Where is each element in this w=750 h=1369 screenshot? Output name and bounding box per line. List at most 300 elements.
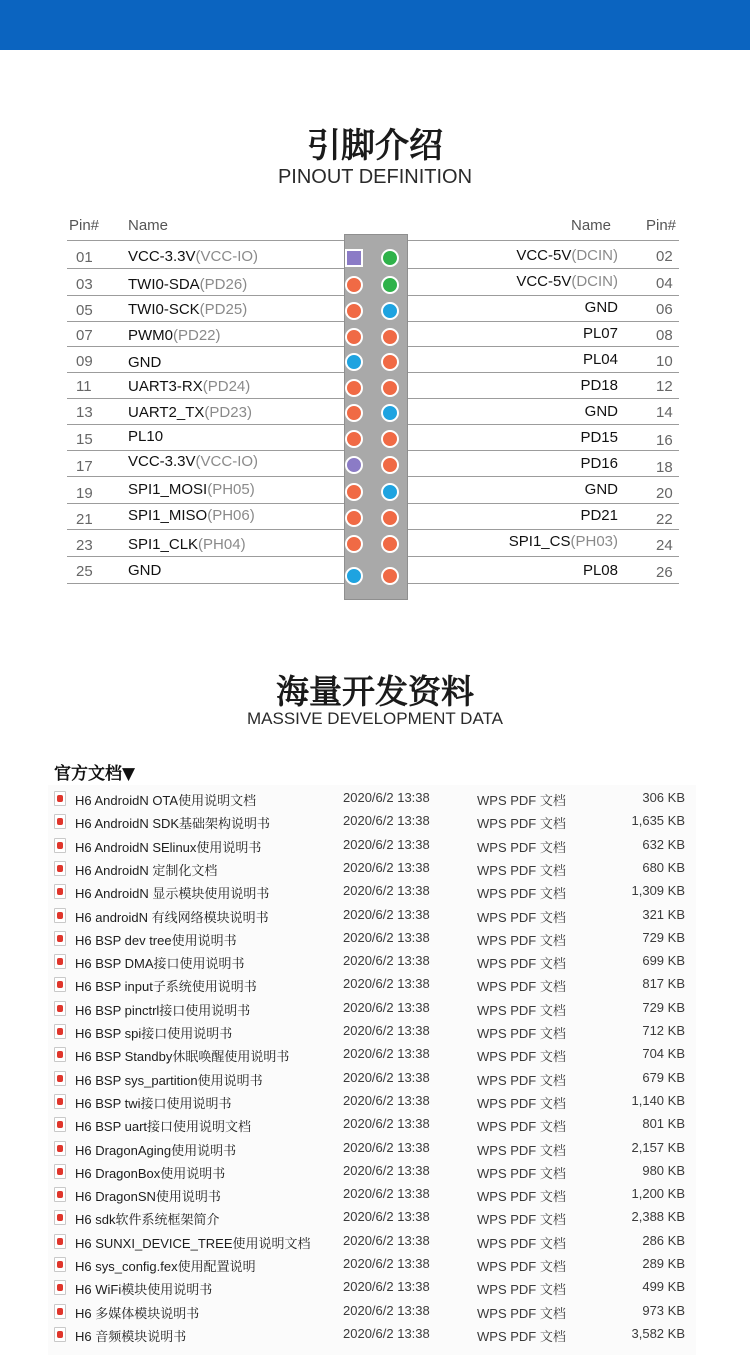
file-type: WPS PDF 文档 [477, 979, 566, 995]
pin-alt-function: (PD23) [204, 404, 252, 421]
pdf-file-icon [54, 977, 66, 992]
file-name: H6 sdk软件系统框架简介 [75, 1212, 220, 1228]
file-name: H6 AndroidN SElinux使用说明书 [75, 839, 262, 855]
row-divider-left [67, 268, 344, 269]
row-divider-right [408, 268, 679, 269]
file-date: 2020/6/2 13:38 [343, 953, 430, 969]
pin-function: VCC-5V [516, 247, 572, 264]
file-name: H6 androidN 有线网络模块说明书 [75, 909, 269, 925]
row-divider-right [408, 450, 679, 451]
file-name: H6 SUNXI_DEVICE_TREE使用说明文档 [75, 1235, 311, 1251]
file-date: 2020/6/2 13:38 [343, 1046, 430, 1062]
pin-blue [381, 483, 399, 501]
pin-alt-function: (PH03) [570, 533, 618, 550]
pin-name-right [585, 481, 618, 499]
pdf-file-icon [54, 1001, 66, 1016]
file-list [48, 785, 696, 1355]
pin-name-right [580, 377, 618, 395]
pin-name-left [128, 507, 255, 525]
row-divider-right [408, 398, 679, 399]
row-divider-right [408, 583, 679, 584]
file-date: 2020/6/2 13:38 [343, 1139, 430, 1155]
pin-number-left: 15 [76, 431, 93, 448]
row-divider-right [408, 372, 679, 373]
pin-blue [381, 302, 399, 320]
pin-name-left [128, 404, 252, 422]
row-divider-left [67, 476, 344, 477]
pin-number-right: 24 [656, 537, 673, 554]
file-size: 321 KB [642, 906, 685, 922]
pin-number-right: 04 [656, 275, 673, 292]
pin-number-right: 02 [656, 248, 673, 265]
pin-name-left [128, 354, 161, 372]
file-name: H6 AndroidN 显示模块使用说明书 [75, 886, 270, 902]
file-row[interactable] [48, 810, 696, 833]
file-row[interactable] [48, 1067, 696, 1090]
row-divider-right [408, 295, 679, 296]
file-row[interactable] [48, 904, 696, 927]
pin-orange [345, 379, 363, 397]
row-divider-left [67, 529, 344, 530]
file-size: 817 KB [642, 976, 685, 992]
file-size: 729 KB [642, 999, 685, 1015]
file-type: WPS PDF 文档 [477, 1119, 566, 1135]
file-type: WPS PDF 文档 [477, 1259, 566, 1274]
pin-function: SPI1_MISO [128, 507, 208, 524]
pin-function: GND [128, 562, 162, 579]
pin-number-left: 13 [76, 404, 93, 421]
row-divider-right [408, 529, 679, 530]
file-type: WPS PDF 文档 [477, 862, 566, 878]
row-divider-left [67, 346, 344, 347]
pin-alt-function: (DCIN) [571, 273, 618, 290]
file-name: H6 BSP DMA接口使用说明书 [75, 956, 245, 972]
pin-number-right: 16 [656, 432, 673, 449]
file-size: 499 KB [642, 1279, 685, 1295]
pdf-file-icon [54, 1327, 66, 1342]
file-size: 1,635 KB [631, 813, 685, 829]
pin-orange [381, 430, 399, 448]
file-size: 712 KB [642, 1023, 685, 1038]
file-date: 2020/6/2 13:38 [343, 1092, 430, 1108]
pin-number-right: 06 [656, 301, 673, 318]
file-row[interactable] [48, 1230, 696, 1253]
pdf-file-icon [54, 1117, 66, 1132]
file-size: 973 KB [642, 1302, 685, 1318]
file-date: 2020/6/2 13:38 [343, 836, 430, 852]
pdf-file-icon [54, 791, 66, 806]
file-row[interactable] [48, 1090, 696, 1113]
file-type: WPS PDF 文档 [477, 1282, 566, 1298]
pin-alt-function: (PH06) [207, 507, 255, 524]
pin-number-right: 14 [656, 404, 673, 421]
file-type: WPS PDF 文档 [477, 1189, 566, 1205]
pin-number-right: 18 [656, 459, 673, 476]
pin-number-left: 01 [76, 249, 93, 266]
file-name: H6 音频模块说明书 [75, 1328, 187, 1344]
file-size: 801 KB [642, 1116, 685, 1132]
pin-alt-function: (DCIN) [571, 247, 618, 264]
file-row[interactable] [48, 1113, 696, 1136]
pin-number-left: 21 [76, 511, 93, 528]
file-row[interactable] [48, 1323, 696, 1346]
file-size: 2,388 KB [631, 1209, 685, 1225]
file-size: 3,582 KB [631, 1325, 685, 1341]
pdf-file-icon [54, 884, 66, 899]
pdf-file-icon [54, 1071, 66, 1086]
file-date: 2020/6/2 13:38 [343, 929, 430, 945]
file-row[interactable] [48, 950, 696, 973]
file-name: H6 DragonBox使用说明书 [75, 1165, 226, 1181]
pin-orange [381, 328, 399, 346]
pdf-file-icon [54, 1304, 66, 1319]
pin-orange [381, 509, 399, 527]
row-divider-left [67, 240, 344, 241]
pdf-file-icon [54, 931, 66, 946]
pin-alt-function: (PD22) [173, 327, 221, 344]
pdf-file-icon [54, 1210, 66, 1225]
file-size: 729 KB [642, 929, 685, 945]
row-divider-left [67, 583, 344, 584]
pinout-subtitle: PINOUT DEFINITION [277, 166, 473, 188]
pin-name-left [128, 301, 247, 319]
file-date: 2020/6/2 13:38 [343, 1023, 430, 1038]
pdf-file-icon [54, 1187, 66, 1202]
file-name: H6 sys_config.fex使用配置说明 [75, 1259, 256, 1274]
pin-name-right [509, 533, 618, 551]
row-divider-right [408, 476, 679, 477]
pin-number-right: 08 [656, 327, 673, 344]
row-divider-left [67, 372, 344, 373]
pdf-file-icon [54, 1141, 66, 1156]
pdf-file-icon [54, 814, 66, 829]
top-banner [0, 0, 750, 50]
pin-name-right [516, 247, 618, 265]
pin-orange [345, 404, 363, 422]
file-row[interactable] [48, 1206, 696, 1229]
gpio-header-connector [344, 234, 408, 600]
file-size: 1,309 KB [631, 883, 685, 899]
pin-name-left [128, 562, 161, 580]
file-name: H6 AndroidN OTA使用说明文档 [75, 793, 257, 808]
file-size: 679 KB [642, 1069, 685, 1085]
pin-function: SPI1_MOSI [128, 481, 208, 498]
pin-orange [345, 535, 363, 553]
header-name-left: Name [128, 217, 169, 234]
file-size: 289 KB [642, 1256, 685, 1271]
row-divider-left [67, 295, 344, 296]
file-type: WPS PDF 文档 [477, 909, 566, 925]
pin-orange [381, 535, 399, 553]
pdf-file-icon [54, 1164, 66, 1179]
file-row[interactable] [48, 973, 696, 996]
pin-number-left: 17 [76, 458, 93, 475]
pdf-file-icon [54, 1280, 66, 1295]
file-row[interactable] [48, 1043, 696, 1066]
pin-number-left: 07 [76, 327, 93, 344]
file-row[interactable] [48, 834, 696, 857]
file-name: H6 BSP pinctrl接口使用说明书 [75, 1002, 251, 1018]
pin-orange [345, 483, 363, 501]
pin-function: PL07 [582, 325, 618, 342]
file-row[interactable] [48, 1300, 696, 1323]
pin-function: PL04 [582, 351, 618, 368]
pdf-file-icon [54, 954, 66, 969]
file-size: 699 KB [642, 953, 685, 969]
row-divider-right [408, 240, 679, 241]
file-date: 2020/6/2 13:38 [343, 999, 430, 1015]
row-divider-left [67, 450, 344, 451]
pin-number-left: 09 [76, 353, 93, 370]
file-name: H6 多媒体模块说明书 [75, 1305, 200, 1321]
file-name: H6 BSP Standby休眠唤醒使用说明书 [75, 1049, 290, 1065]
pin-function: VCC-3.3V [128, 248, 196, 265]
pin-name-left [128, 453, 258, 471]
file-date: 2020/6/2 13:38 [343, 1186, 430, 1202]
pin-function: TWI0-SDA [128, 276, 200, 293]
pin-name-left [128, 481, 255, 499]
pin-function: UART3-RX [128, 378, 203, 395]
pin-name-right [516, 273, 618, 291]
file-size: 680 KB [642, 859, 685, 875]
pin-function: PWM0 [128, 327, 173, 344]
file-type: WPS PDF 文档 [477, 1002, 566, 1018]
file-row[interactable] [48, 1276, 696, 1299]
file-date: 2020/6/2 13:38 [343, 813, 430, 829]
file-type: WPS PDF 文档 [477, 1095, 566, 1111]
file-name: H6 DragonAging使用说明书 [75, 1142, 237, 1158]
official-docs-heading: 官方文档▼ [54, 764, 136, 784]
pin-orange [345, 509, 363, 527]
pin-name-right [585, 403, 618, 421]
file-name: H6 AndroidN 定制化文档 [75, 862, 218, 878]
pin-function: PD21 [580, 507, 618, 524]
file-type: WPS PDF 文档 [477, 839, 566, 855]
pin-orange [345, 302, 363, 320]
row-divider-right [408, 321, 679, 322]
pin-function: SPI1_CS [508, 533, 571, 550]
pdf-file-icon [54, 1234, 66, 1249]
file-size: 1,200 KB [631, 1186, 685, 1202]
file-row[interactable] [48, 1183, 696, 1206]
pin-blue [381, 404, 399, 422]
pin-blue [345, 567, 363, 585]
pin-name-right [580, 455, 618, 473]
pin-name-right [583, 351, 618, 369]
pdf-file-icon [54, 1047, 66, 1062]
pin-number-right: 22 [656, 511, 673, 528]
file-type: WPS PDF 文档 [477, 1026, 566, 1041]
file-row[interactable] [48, 857, 696, 880]
pin-orange [345, 276, 363, 294]
file-type: WPS PDF 文档 [477, 886, 566, 902]
file-date: 2020/6/2 13:38 [343, 1256, 430, 1271]
pin-number-right: 12 [656, 378, 673, 395]
row-divider-left [67, 503, 344, 504]
file-size: 306 KB [642, 790, 685, 805]
pin-function: VCC-5V [516, 273, 572, 290]
pin-alt-function: (PH05) [207, 481, 255, 498]
docs-title: 海量开发资料 [276, 672, 474, 711]
pin-name-left [128, 378, 250, 396]
pin-function: PD16 [580, 455, 618, 472]
file-type: WPS PDF 文档 [477, 816, 566, 832]
row-divider-left [67, 321, 344, 322]
file-size: 286 KB [642, 1232, 685, 1248]
file-date: 2020/6/2 13:38 [343, 976, 430, 992]
file-date: 2020/6/2 13:38 [343, 1069, 430, 1085]
pin-alt-function: (VCC-IO) [195, 453, 259, 470]
pin-name-left [128, 276, 247, 294]
row-divider-right [408, 503, 679, 504]
pin-function: GND [584, 403, 618, 420]
file-type: WPS PDF 文档 [477, 793, 566, 808]
pin-alt-function: (PD26) [199, 276, 248, 293]
pin-orange [381, 353, 399, 371]
pin-function: GND [584, 481, 618, 498]
docs-subtitle: MASSIVE DEVELOPMENT DATA [246, 709, 503, 728]
pdf-file-icon [54, 1094, 66, 1109]
pin-name-left [128, 536, 246, 554]
pin-function: GND [128, 354, 162, 371]
pin-function: PD18 [580, 377, 618, 394]
header-pin-left: Pin# [69, 217, 100, 234]
file-size: 632 KB [642, 836, 685, 852]
row-divider-right [408, 424, 679, 425]
pin-function: PL10 [128, 428, 164, 445]
pin-alt-function: (PH04) [198, 536, 246, 553]
header-name-right: Name [571, 217, 612, 234]
file-date: 2020/6/2 13:38 [343, 906, 430, 922]
pin-number-left: 05 [76, 302, 93, 319]
file-row[interactable] [48, 1253, 696, 1276]
pdf-file-icon [54, 861, 66, 876]
file-type: WPS PDF 文档 [477, 932, 566, 948]
file-size: 1,140 KB [631, 1092, 685, 1108]
pin-alt-function: (PD25) [199, 301, 248, 318]
pin-number-left: 03 [76, 276, 93, 293]
file-type: WPS PDF 文档 [477, 1072, 566, 1088]
file-name: H6 BSP uart接口使用说明文档 [75, 1119, 252, 1135]
pin-function: VCC-3.3V [128, 453, 196, 470]
file-row[interactable] [48, 787, 696, 810]
file-date: 2020/6/2 13:38 [343, 1232, 430, 1248]
pin-name-left [128, 428, 163, 446]
pin-function: UART2_TX [128, 404, 205, 421]
pin-name-right [583, 562, 618, 580]
pin-alt-function: (VCC-IO) [195, 248, 259, 265]
pdf-file-icon [54, 908, 66, 923]
pdf-file-icon [54, 1257, 66, 1272]
file-name: H6 BSP dev tree使用说明书 [75, 932, 237, 948]
pin-function: PL08 [582, 562, 618, 579]
pinout-title: 引脚介绍 [307, 126, 443, 166]
row-divider-left [67, 556, 344, 557]
file-type: WPS PDF 文档 [477, 1235, 566, 1251]
pin-blue [345, 353, 363, 371]
file-type: WPS PDF 文档 [477, 1049, 566, 1065]
pin-number-right: 26 [656, 564, 673, 581]
file-date: 2020/6/2 13:38 [343, 1279, 430, 1295]
pin-orange [345, 430, 363, 448]
pdf-file-icon [54, 838, 66, 853]
pin-green [381, 276, 399, 294]
file-name: H6 WiFi模块使用说明书 [75, 1282, 213, 1298]
file-name: H6 AndroidN SDK基础架构说明书 [75, 816, 271, 832]
file-name: H6 BSP spi接口使用说明书 [75, 1026, 233, 1041]
pin-number-right: 10 [656, 353, 673, 370]
file-size: 980 KB [642, 1162, 685, 1178]
file-name: H6 DragonSN使用说明书 [75, 1189, 221, 1205]
file-size: 2,157 KB [631, 1139, 685, 1155]
pin-number-left: 23 [76, 537, 93, 554]
file-type: WPS PDF 文档 [477, 1165, 566, 1181]
pin-function: TWI0-SCK [128, 301, 200, 318]
pin-orange [381, 567, 399, 585]
pin-function: SPI1_CLK [128, 536, 199, 553]
pdf-file-icon [54, 1024, 66, 1039]
file-row[interactable] [48, 1160, 696, 1183]
file-size: 704 KB [642, 1046, 685, 1062]
file-date: 2020/6/2 13:38 [343, 1116, 430, 1132]
header-pin-right: Pin# [646, 217, 677, 234]
pin-name-right [583, 325, 618, 343]
pin-name-right [580, 429, 618, 447]
file-row[interactable] [48, 1020, 696, 1043]
pin-number-left: 25 [76, 563, 93, 580]
pin-orange [381, 456, 399, 474]
pin-number-left: 11 [76, 378, 92, 395]
file-type: WPS PDF 文档 [477, 1305, 566, 1321]
file-name: H6 BSP input子系统使用说明书 [75, 979, 257, 995]
file-date: 2020/6/2 13:38 [343, 1325, 430, 1341]
file-date: 2020/6/2 13:38 [343, 790, 430, 805]
file-name: H6 BSP twi接口使用说明书 [75, 1095, 232, 1111]
pin-orange [381, 379, 399, 397]
file-row[interactable] [48, 1137, 696, 1160]
file-date: 2020/6/2 13:38 [343, 1302, 430, 1318]
pin-name-left [128, 248, 258, 266]
pin-purple-square [345, 249, 363, 267]
file-date: 2020/6/2 13:38 [343, 859, 430, 875]
row-divider-right [408, 346, 679, 347]
file-type: WPS PDF 文档 [477, 1328, 566, 1344]
file-type: WPS PDF 文档 [477, 1212, 566, 1228]
row-divider-left [67, 398, 344, 399]
pin-number-right: 20 [656, 485, 673, 502]
pin-function: PD15 [580, 429, 618, 446]
pin-number-left: 19 [76, 485, 93, 502]
file-row[interactable] [48, 927, 696, 950]
file-date: 2020/6/2 13:38 [343, 1209, 430, 1225]
file-row[interactable] [48, 997, 696, 1020]
file-name: H6 BSP sys_partition使用说明书 [75, 1072, 263, 1088]
pin-orange [345, 328, 363, 346]
file-date: 2020/6/2 13:38 [343, 1162, 430, 1178]
pin-purple [345, 456, 363, 474]
pin-green [381, 249, 399, 267]
pin-function: GND [584, 299, 618, 316]
file-row[interactable] [48, 880, 696, 903]
pin-alt-function: (PD24) [202, 378, 251, 395]
file-date: 2020/6/2 13:38 [343, 883, 430, 899]
file-type: WPS PDF 文档 [477, 1142, 566, 1158]
pin-name-right [585, 299, 618, 317]
row-divider-left [67, 424, 344, 425]
row-divider-right [408, 556, 679, 557]
pin-name-left [128, 327, 221, 345]
pin-name-right [580, 507, 618, 525]
